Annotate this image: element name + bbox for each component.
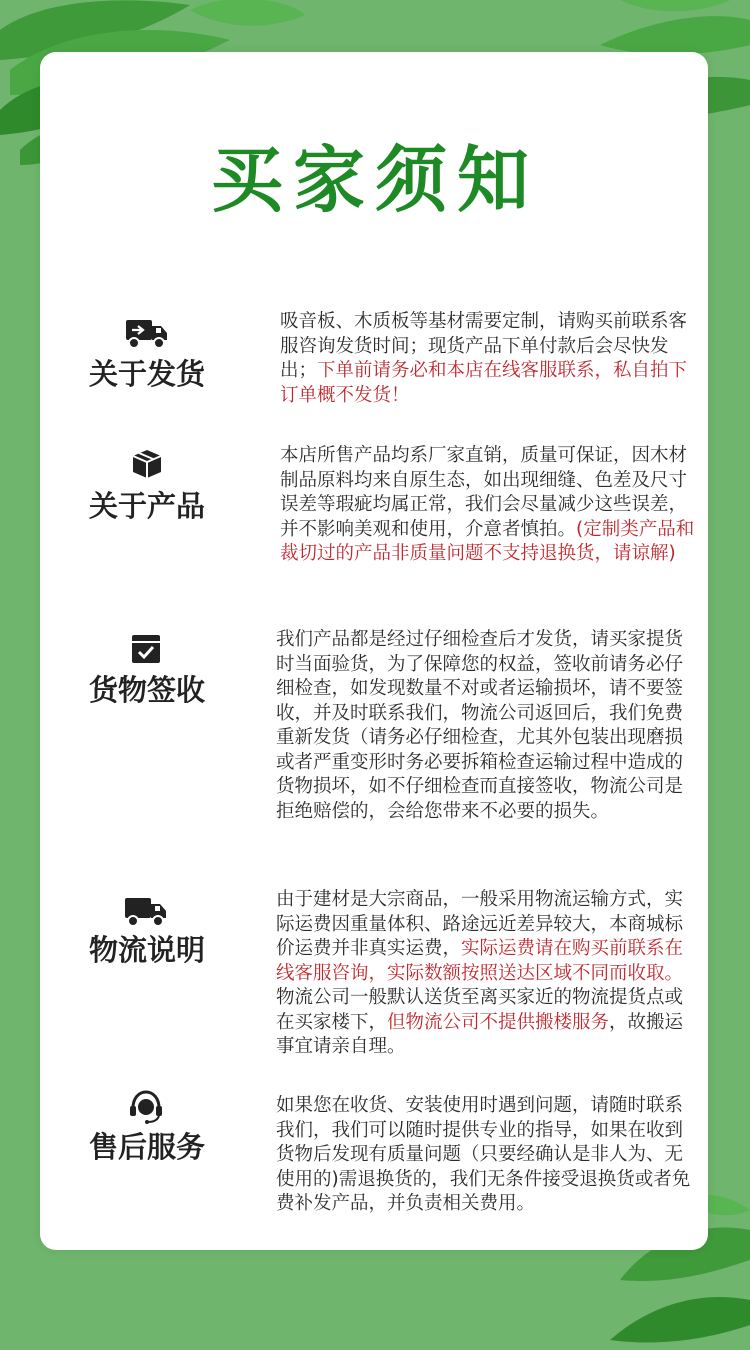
text-segment: ，故搬运事宜请亲自理。: [276, 1011, 684, 1057]
package-box-icon: [131, 448, 163, 480]
section-text: [276, 888, 696, 1060]
page-title: 买家须知: [210, 138, 539, 222]
section-text: [280, 444, 700, 567]
section-label: 关于发货: [88, 357, 205, 391]
text-segment: 吸音板、木质板等基材需要定制，请购买前联系客服咨询发货时间；现货产品下单付款后会尽快发出；: [280, 311, 688, 381]
customer-service-headset-icon: [128, 1090, 164, 1124]
text-segment-highlight: (定制类产品和裁切过的产品非质量问题不支持退换货，请谅解): [280, 518, 695, 564]
logistics-truck-icon: [124, 896, 168, 928]
text-segment: 由于建材是大宗商品，一般采用物流运输方式，实际运费因重量体积、路途远近差异较大，本商城标价运费并非真实运费，: [276, 889, 684, 959]
section-text: [276, 1094, 696, 1217]
section-label: 物流说明: [88, 933, 205, 967]
text-segment: 如果您在收货、安装使用时遇到问题，请随时联系我们，我们可以随时提供专业的指导，如果在收到货物后发现有质量问题（只要经确认是非人为、无使用的)需退换货的，我们无条件接受退换货或者免费补发产品，并负责相关费用。: [276, 1095, 691, 1214]
text-segment: 物流公司一般默认送货至离买家近的物流提货点或在买家楼下，: [276, 987, 684, 1033]
text-segment-highlight: 下单前请务必和本店在线客服联系，私自拍下订单概不发货！: [280, 360, 688, 406]
text-segment: 我们产品都是经过仔细检查后才发货，请买家提货时当面验货，为了保障您的权益，签收前请务必仔细检查，如发现数量不对或者运输损坏，请不要签收，并及时联系我们，物流公司返回后，我们免费重新发货（请务必仔细检查，尤其外包装出现磨损或者严重变形时务必要拆箱检查运输过程中造成的货物损坏，如不仔细检查而直接签收，物流公司是拒绝赔偿的，会给您带来不必要的损失。: [276, 629, 684, 822]
text-segment: 本店所售产品均系厂家直销，质量可保证，因木材制品原料均来自原生态，如出现细缝、色差及尺寸误差等瑕疵均属正常，我们会尽量减少这些误差，并不影响美观和使用，介意者慎拍。: [280, 445, 688, 540]
section-text: [276, 628, 696, 824]
section-label: 货物签收: [88, 673, 205, 707]
section-text: [280, 310, 700, 408]
delivery-truck-icon: [125, 318, 169, 350]
section-label: 售后服务: [88, 1130, 205, 1164]
text-segment-highlight: 但物流公司不提供搬楼服务: [387, 1011, 610, 1033]
checkbox-sign-icon: [130, 633, 162, 665]
section-label: 关于产品: [88, 489, 205, 523]
text-segment-highlight: 实际运费请在购买前联系在线客服咨询，实际数额按照送达区域不同而收取。: [276, 938, 684, 984]
